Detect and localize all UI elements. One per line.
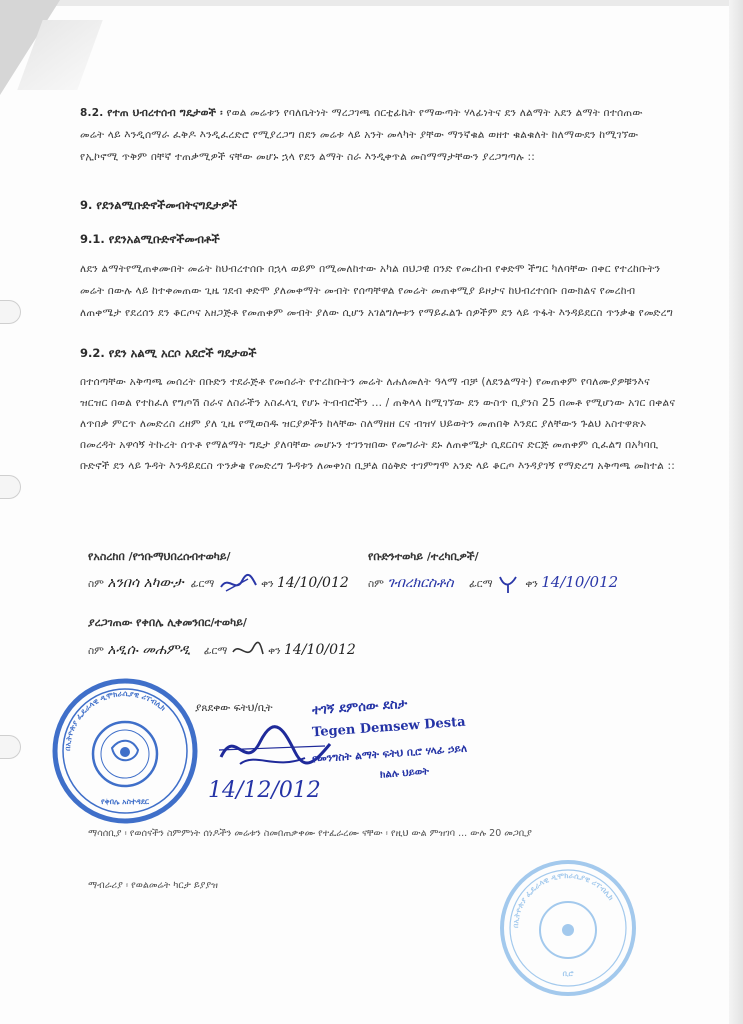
section-9-1-paragraph: ለደን ልማትየሚጠቀሙበት መሬት ከህብረተሰቡ በኋላ ወይም በሚመለከተው አካል በህጋዊ በንድ የመረከብ የቀድሞ ችግር ካለባቸው በቀር የተረከቡትን መሬት በውሉ ላይ ከተቀመጠው ጊዜ ገደብ ቀድሞ ያለመቀማት መብት የሰጣቸዋል የመሬት መጠቀሚያ ይዞታና ከህብረተሰቡ በውክልና የመረከብ ለጠቀሜታ የደረሰን ደን ቆርጦና አዘጋጅቶ የመጠቀም መብት ያለው ሲሆን አገልግሎቱን የማይፈልጉ ሰዎችም ደን ላይ ጥፋት እንዳይደርስ ጥንቃቄ የመድረግ — [80, 263, 673, 319]
section-9-1-heading: 9.1. የደንአልሚቡድኖችመብቶች — [80, 232, 220, 246]
handover-name: አንበሳ አካውታ — [107, 575, 184, 591]
handover-signature-mark — [218, 573, 258, 595]
receiver-date: 14/10/012 — [541, 573, 619, 591]
date-prefix: ቀን — [525, 578, 538, 590]
punch-hole — [0, 475, 21, 499]
approver-title: የመንግስት ልማት ፍትህ ቢሮ ሃላፊ ኃይለ — [311, 742, 468, 766]
right-official-stamp — [498, 858, 638, 998]
section-9-2-paragraph: በተሰጣቸው አቅጣጫ መሰረት በቡድን ተደራጅቶ የመሰራት የተረከቡትን መሬት ለሐለመለት ዓላማ ብቻ (ለደንልማት) የመጠቀም የባለሙያዎቹንእና ዝርዝር በወል የተከፈለ የግጦሽ ስራና ለስራችን አስፈላጊ የሆኑ ትብብሮችን ... / ጠቅላላ ከሚገኘው ደን ውስጥ ቢያንስ 25 በመቶ የሚሆነው አገር በቀልና ለጥበቃ ምርጥ ለመድረስ ረዘም ያለ ጊዜ የሚወስዱ ዝርያዎችን ከላቸው ስለማዘዘ ርና ብዝሃ ህይወትን መጠበቅ እንደር ያለቸውን ጉልህ አስተዋጽኦ በመረዳት አዋሳኝ ትኩረት ሰጥቶ የማልማት ግዴታ ያለባቸው መሆኑን ተገንዝበው የመግራት ደኑ ለጠቀሜታ ሲደርስና ድርጅ መጠቀም ሲፈልግ በአካባቢ ቡድኖች ደን ላይ ጉዳት እንዳይደርስ ጥንቃቄ የመድረግ ጉዳቱን ለመቀነስ ቢቻል በዕቅድ ተገምግሞ አንድ ላይ ቆርጦ እንዳያገኝ የማድረግ አቅጣጫ መከተል :: — [80, 376, 676, 472]
receiver-signature-line — [368, 573, 618, 595]
section-8-2-paragraph — [80, 102, 670, 168]
approver-name-amharic: ተገኝ ደምሰው ደስታ — [311, 696, 408, 719]
approver-label: ያጸደቀው ፍትህ/ቢት — [195, 702, 273, 714]
confirmer-name: አዲሱ መሐምዲ — [107, 642, 191, 658]
scan-edge-right — [729, 0, 743, 1024]
footer-note: ማሳሰቢያ ፡ የወሰናችን ስምምነት ሰነዶችን መሬቱን ስመበጠቃቀሙ የተፈራረሙ ናቸው ፡ የዚህ ውል ምዝገባ ... ውሉ 20 መጋቢያ — [88, 828, 532, 839]
left-official-stamp — [50, 676, 200, 826]
date-prefix: ቀን — [261, 578, 274, 590]
section-8-2-body: የወል መሬቱን የባለቤትነት ማረጋገጫ ሰርቲፊኬት የማውጣት ሃላፊነትና ደን ለልማት አደን ልማት በተሰጠው መሬት ላይ እንዲሰማራ ፈቅዶ እንዲፈረድሮ የሚያረጋግ በደን መሬቱ ላይ አንት መላካት ያቸው ማንኛቁል ወዘተ ቁልቁለት ከለማውደን ከሚገኘው የኢኮኖሚ ጥቅም በቸኛ ተጠቃሚዎች ናቸው መሆኑ ኋላ የደን ልማት ስራ እንዲቀጥል መስማማታቸውን ያረጋግጣሉ :: — [80, 107, 643, 163]
handover-date: 14/10/012 — [276, 575, 349, 591]
confirmer-label: ያረጋገጠው የቀበሌ ሊቀመንበር/ተወካይ/ — [88, 616, 247, 629]
date-prefix: ቀን — [268, 645, 281, 657]
receiver-signature-mark — [496, 573, 522, 595]
handover-label: የአስረከበ /የኀቡማህበረሰብተወካይ/ — [88, 550, 231, 563]
right-stamp-inner-text: ቢሮ — [562, 969, 574, 978]
sign-prefix: ፊርማ — [468, 578, 493, 590]
section-9-2-heading: 9.2. የደን አልሚ አርሶ አደሮች ግዴታወች — [80, 346, 257, 360]
footer-explanation: ማብራሪያ ፡ የወልመሬት ካርታ ይያያዝ — [88, 880, 218, 891]
confirmer-signature-mark — [231, 640, 265, 662]
receiver-name: ገብረክርስቶስ — [387, 575, 454, 591]
right-stamp-ring-text: በኢትዮጵያ ፌዴራላዊ ዲሞክራሲያዊ ሪፐብሊክ — [510, 870, 616, 929]
name-prefix: ስም — [88, 578, 104, 590]
section-8-2-lead: 8.2. የተጠ ህብረተሰብ ግዴታወች ፡ — [80, 107, 223, 119]
confirmer-signature-line — [88, 640, 356, 662]
receiver-label: የቡድንተወካይ /ተረካቢዎች/ — [368, 550, 479, 563]
approver-date: 14/12/012 — [208, 778, 321, 803]
name-prefix: ስም — [368, 578, 384, 590]
confirmer-date: 14/10/012 — [284, 642, 356, 658]
punch-hole — [0, 300, 21, 324]
left-stamp-inner-text: የቀበሌ አስተዳደር — [101, 797, 149, 806]
left-stamp-ring-text: በኢትዮጵያ ፌዴራላዊ ዲሞክራሲያዊ ሪፐብሊክ — [62, 688, 168, 752]
sign-prefix: ፊርማ — [203, 645, 228, 657]
right-stamp-graphic — [498, 858, 638, 998]
sign-prefix: ፊርማ — [190, 578, 215, 590]
approver-name-english: Tegen Demsew Desta — [311, 714, 467, 741]
name-prefix: ስም — [88, 645, 104, 657]
left-stamp-graphic — [50, 676, 200, 826]
scan-edge-top — [0, 0, 743, 6]
handover-signature-line — [88, 573, 349, 595]
approver-subtitle: ክልሉ ህይወት — [379, 766, 430, 781]
section-9-heading: 9. የደንልሚቡድኖችመብትናግዴታዎች — [80, 198, 238, 212]
punch-hole — [0, 735, 21, 759]
